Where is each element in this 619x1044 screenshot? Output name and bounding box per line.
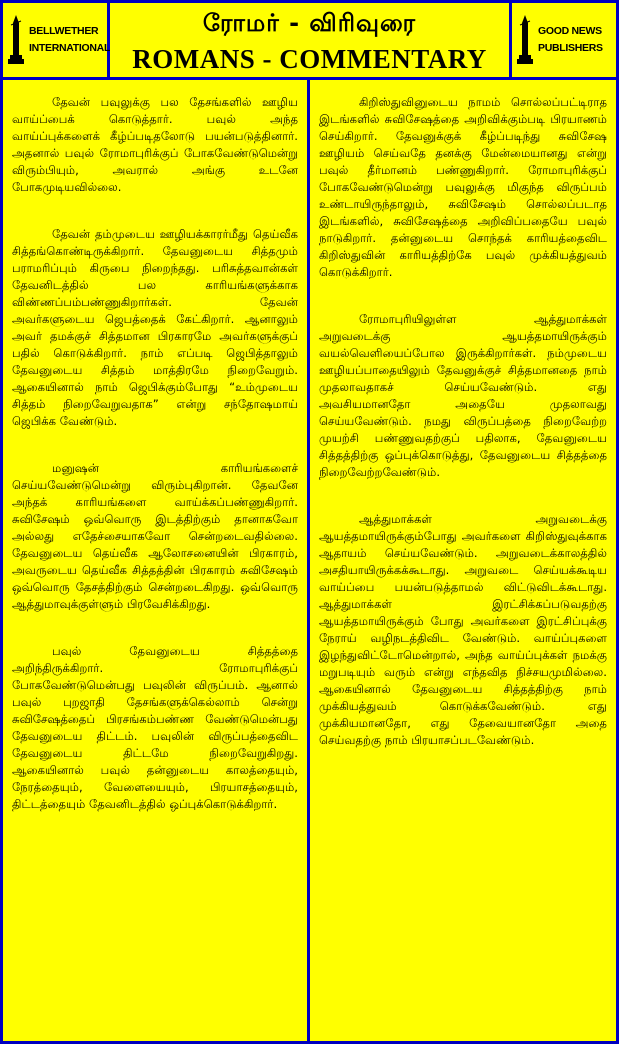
- obelisk-icon: [516, 15, 534, 65]
- page-title-tamil: ரோமர் - விரிவுரை: [202, 9, 417, 37]
- paragraph: மனுஷன் காரியங்களைச் செய்யவேண்டுமென்று விரும்புகிறான். தேவனே அந்தக் காரியங்களை வாய்க்கப்பண்ணுகிறார். சுவிசேஷம் ஒவ்வொரு இடத்திற்கும் தானாகவோ அல்லது எதேச்சையாகவோ சென்றடைவதில்லை. தேவனுடைய தெய்வீக ஆலோசனையின் பிரகாரம், அவருடைய தெய்வீக சித்தத்தின் பிரகாரம் சுவிசேஷம் ஒவ்வொரு தேசத்திற்கும் சென்றடைகிறது. ஒவ்வொரு ஆத்துமாவுக்குள்ளும் பிரவேசிக்கிறது.: [12, 461, 298, 611]
- paragraph: கிறிஸ்துவினுடைய நாமம் சொல்லப்பட்டிராத இடங்களில் சுவிசேஷத்தை அறிவிக்கும்படி பிரயாணம் செய்கிறார். தேவனுக்குக் கீழ்ப்படிந்து சுவிசேஷ ஊழியம் செய்வதே தனக்கு மேன்மையானது என்று பவுல் தீர்மானம் பண்ணுகிறார். ரோமாபுரிக்குப் போகவேண்டுமென்று பவுலுக்கு மிகுந்த விருப்பம் உண்டாயிருந்தாலும், சுவிசேஷம் சொல்லப்படாத இடங்களில், சுவிசேஷத்தை அறிவிப்பதையே பவுல் நாடுகிறார். தன்னுடைய சொந்தக் காரியத்தைவிட கிறிஸ்துவின் காரியத்திற்கே பவுல் முக்கியத்துவம் கொடுக்கிறார்.: [319, 95, 607, 279]
- paragraph: தேவன் தம்முடைய ஊழியக்காரர்மீது தெய்வீக சித்தங்கொண்டிருக்கிறார். தேவனுடைய சித்தமும் பராமரிப்பும் கிருபை நிறைந்தது. பரிசுத்தவான்கள் தேவனிடத்தில் பல காரியங்களுக்காக விண்ணப்பம்பண்ணுகிறார்கள். தேவன் அவர்களுடைய ஜெபத்தைக் கேட்கிறார். ஆனாலும் அவர் தமக்குச் சித்தமான பிரகாரமே அவர்களுக்குப் பதில் கொடுக்கிறார். நாம் எப்படி ஜெபித்தாலும் தேவனுடைய சித்தம் மாத்திரமே நிறைவேறும். ஆகையினால் நாம் ஜெபிக்கும்போது “உம்முடைய சித்தம் நிறைவேறுவதாக” என்று சந்தோஷமாய் ஜெபிக்க வேண்டும்.: [12, 227, 298, 428]
- page-title-english: ROMANS - COMMENTARY: [132, 44, 487, 74]
- paragraph: தேவன் பவுலுக்கு பல தேசங்களில் ஊழிய வாய்ப்பைக் கொடுத்தார். பவுல் அந்த வாய்ப்புக்களைக் கீழ்ப்படிதலோடு பயன்படுத்தினார். அதனால் பவுல் ரோமாபுரிக்குப் போகவேண்டுமென்று விரும்பியும், அவரால் அங்கு உடனே போகமுடியவில்லை.: [12, 95, 298, 194]
- logo-line1: BELLWETHER: [29, 25, 99, 37]
- logo-line2: PUBLISHERS: [538, 42, 603, 54]
- obelisk-icon: [7, 15, 25, 65]
- logo-text: [29, 23, 110, 57]
- title-panel: [110, 3, 509, 77]
- header: [3, 3, 616, 77]
- right-column: [310, 80, 616, 1041]
- paragraph: ரோமாபுரியிலுள்ள ஆத்துமாக்கள் அறுவடைக்கு ஆயத்தமாயிருக்கும் வயல்வெளியைப்போல இருக்கிறார்கள். நம்முடைய ஊழியப்பாதையிலும் தேவனுக்குச் சித்தமானதை நாம் முதலாவதாகச் செய்யவேண்டும். எது அவசியமானதோ அதையே முதலாவது செய்யவேண்டும். நமது விருப்பத்தை நிறைவேற்ற முயற்சி பண்ணுவதற்குப் பதிலாக, தேவனுடைய சித்தத்திற்கு ஒப்புக்கொடுத்து, தேவனுடைய சித்தத்தை நிறைவேற்றவேண்டும்.: [319, 312, 607, 479]
- bellwether-logo: [3, 3, 111, 77]
- paragraph: பவுல் தேவனுடைய சித்தத்தை அறிந்திருக்கிறார். ரோமாபுரிக்குப் போகவேண்டுமென்பது பவுலின் விருப்பம். ஆனால் பவுல் புறஜாதி தேசங்களுக்கெல்லாம் சென்று சுவிசேஷத்தைப் பிரசங்கம்பண்ண வேண்டுமென்பது தேவனுடைய திட்டம். பவுலின் விருப்பத்தைவிட தேவனுடைய திட்டமே நிறைவேறுகிறது. ஆகையினால் பவுல் தன்னுடைய காலத்தையும், நேரத்தையும், வேளையையும், பிரயாசத்தையும், திட்டத்தையும் தேவனிடத்தில் ஒப்புக்கொடுக்கிறார்.: [12, 644, 298, 811]
- left-column: [3, 80, 307, 1041]
- logo-text: [538, 23, 603, 57]
- paragraph: ஆத்துமாக்கள் அறுவடைக்கு ஆயத்தமாயிருக்கும்போது அவர்களை கிறிஸ்துவுக்காக ஆதாயம் செய்யவேண்டும். அறுவடைக்காலத்தில் அசதியாயிருக்கக்கூடாது. அறுவடை செய்யக்கூடிய வாய்ப்பை பயன்படுத்தாமல் விட்டுவிடக்கூடாது. ஆத்துமாக்கள் இரட்சிக்கப்படுவதற்கு ஆயத்தமாயிருக்கும் போது அவர்களை இரட்சிப்புக்கு நேராய் வழிநடத்திவிட வேண்டும். வாய்ப்புகளை இழந்துவிட்டோமென்றால், அந்த வாய்ப்புக்கள் நமக்கு மறுபடியும் வரும் என்று எந்தவித நிச்சயமுமில்லை. ஆகையினால் தேவனுடைய சித்தத்திற்கு நாம் முக்கியத்துவம் கொடுக்கவேண்டும். எது முக்கியமானதோ, எது தேவையானதோ அதை செய்வதற்கு நாம் பிரயாசப்படவேண்டும்.: [319, 512, 607, 747]
- logo-line1: GOOD NEWS: [538, 25, 602, 37]
- logo-line2: INTERNATIONAL: [29, 42, 111, 54]
- good-news-logo: [512, 3, 616, 77]
